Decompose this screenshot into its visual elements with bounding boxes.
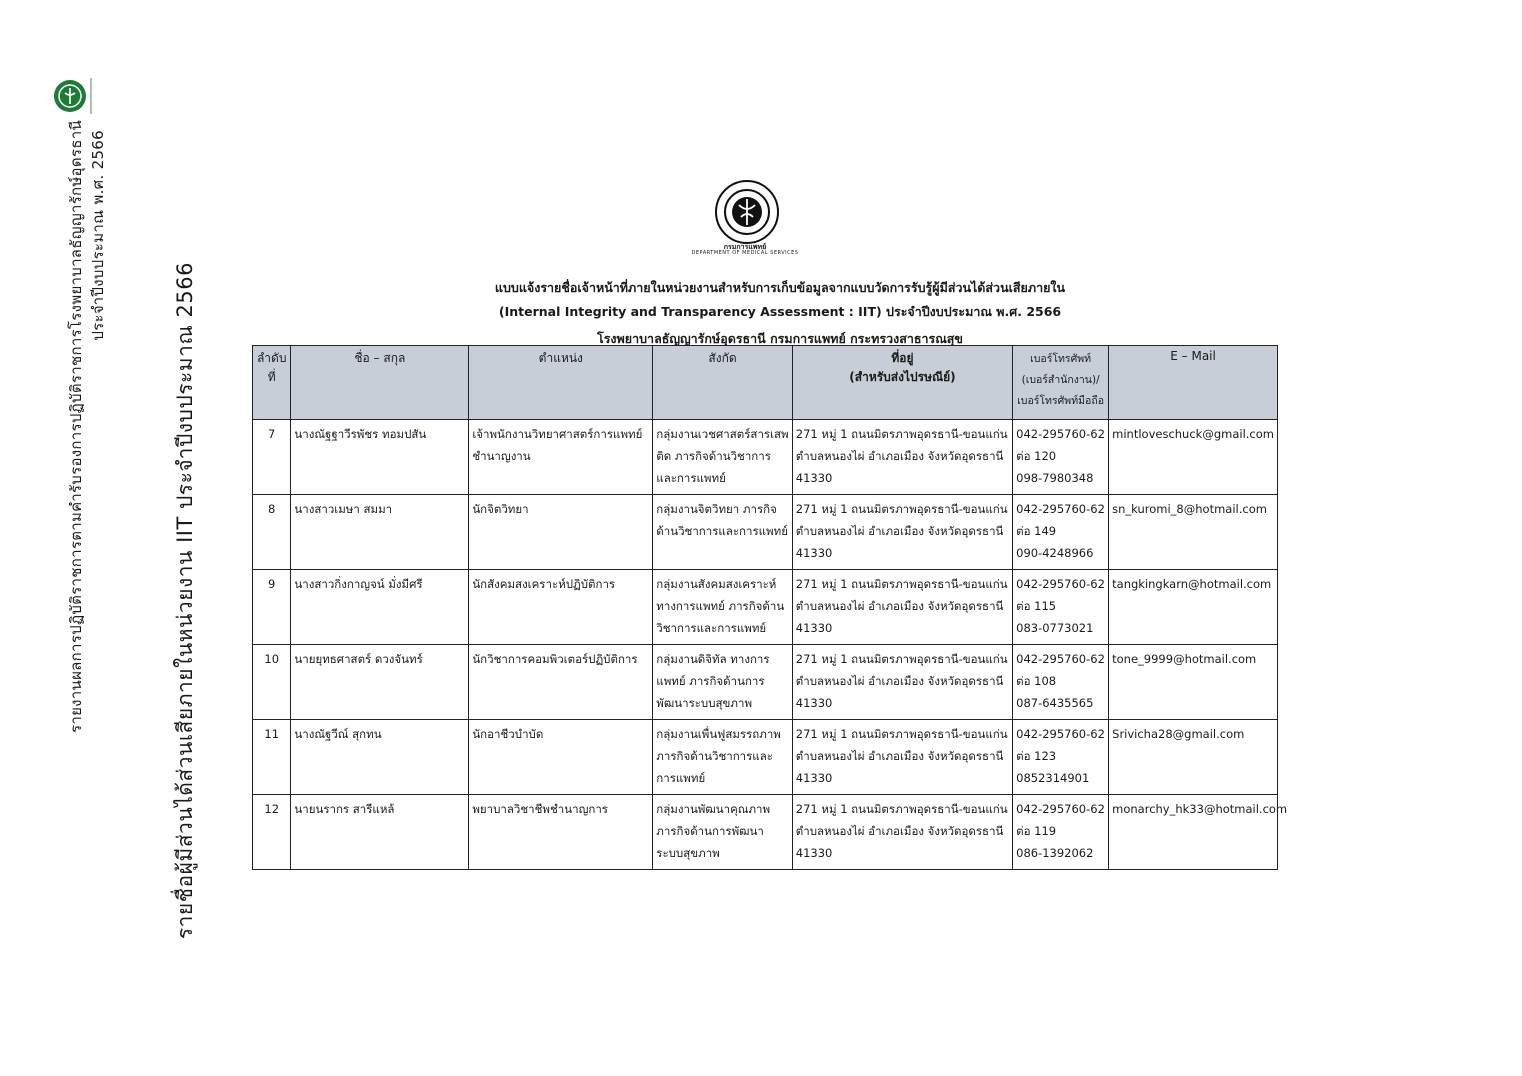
row-tel-ext: ต่อ 108 <box>1016 674 1057 688</box>
row-number: 12 <box>253 795 291 870</box>
row-email: tangkingkarn@hotmail.com <box>1109 570 1278 645</box>
form-title: แบบแจ้งรายชื่อเจ้าหน้าที่ภายในหน่วยงานสำหรับการเก็บข้อมูลจากแบบวัดการรับรู้ผู้มีส่วนได้ส่วนเสียภายใน <box>494 280 1066 295</box>
header-tel <box>1013 346 1109 420</box>
row-email: sn_kuromi_8@hotmail.com <box>1109 495 1278 570</box>
row-email: Srivicha28@gmail.com <box>1109 720 1278 795</box>
row-number: 10 <box>253 645 291 720</box>
side-list-title: รายชื่อผู้มีส่วนได้ส่วนเสียภายในหน่วยงาน IIT ประจำปีงบประมาณ 2566 <box>173 262 197 940</box>
row-unit: กลุ่มงานสังคมสงเคราะห์ทางการแพทย์ ภารกิจด้านวิชาการและการแพทย์ <box>653 570 792 645</box>
table-row <box>253 420 1278 495</box>
row-phone <box>1013 570 1109 645</box>
table-header-row <box>253 346 1278 420</box>
form-subtitle: (Internal Integrity and Transparency Assessment : IIT) ประจำปีงบประมาณ พ.ศ. 2566 <box>498 304 1062 319</box>
department-name-th: กรมการแพทย์ <box>723 243 767 251</box>
row-unit: กลุ่มงานดิจิทัล ทางการแพทย์ ภารกิจด้านการพัฒนาระบบสุขภาพ <box>653 645 792 720</box>
row-tel-mobile: 083-0773021 <box>1016 621 1094 635</box>
row-name: นางณัฐฐาวีรพัชร ทอมปสัน <box>291 420 469 495</box>
table-row <box>253 795 1278 870</box>
row-email: mintloveschuck@gmail.com <box>1109 420 1278 495</box>
row-phone <box>1013 495 1109 570</box>
row-email: tone_9999@hotmail.com <box>1109 645 1278 720</box>
row-tel-ext: ต่อ 119 <box>1016 824 1057 838</box>
row-address: 271 หมู่ 1 ถนนมิตรภาพอุดรธานี-ขอนแก่น ตำบลหนองไผ่ อำเภอเมือง จังหวัดอุดรธานี 41330 <box>792 570 1012 645</box>
row-position: เจ้าพนักงานวิทยาศาสตร์การแพทย์ชำนาญงาน <box>469 420 653 495</box>
staff-table <box>252 345 1288 870</box>
row-position: นักวิชาการคอมพิวเตอร์ปฏิบัติการ <box>469 645 653 720</box>
hospital-logo-mark <box>90 78 100 114</box>
row-name: นางณัฐวีณ์ สุกทน <box>291 720 469 795</box>
row-position: นักจิตวิทยา <box>469 495 653 570</box>
row-phone <box>1013 720 1109 795</box>
row-tel-mobile: 087-6435565 <box>1016 696 1094 710</box>
row-tel-mobile: 0852314901 <box>1016 771 1090 785</box>
department-name-en: DEPARTMENT OF MEDICAL SERVICES <box>691 250 799 256</box>
row-tel-mobile: 090-4248966 <box>1016 546 1094 560</box>
row-unit: กลุ่มงานเวชศาสตร์สารเสพติด ภารกิจด้านวิชาการและการแพทย์ <box>653 420 792 495</box>
row-tel-ext: ต่อ 149 <box>1016 524 1057 538</box>
row-tel-office: 042-295760-62 <box>1016 577 1105 591</box>
row-address: 271 หมู่ 1 ถนนมิตรภาพอุดรธานี-ขอนแก่น ตำบลหนองไผ่ อำเภอเมือง จังหวัดอุดรธานี 41330 <box>792 645 1012 720</box>
row-position: พยาบาลวิชาชีพชำนาญการ <box>469 795 653 870</box>
row-tel-office: 042-295760-62 <box>1016 502 1105 516</box>
row-tel-office: 042-295760-62 <box>1016 727 1105 741</box>
header-tel-line3: เบอร์โทรศัพท์มือถือ <box>1017 395 1105 407</box>
row-unit: กลุ่มงานเพื่นฟูสมรรถภาพ ภารกิจด้านวิชาการและการแพทย์ <box>653 720 792 795</box>
header-address-line2: (สำหรับส่งไปรษณีย์) <box>849 370 956 384</box>
header-position: ตำแหน่ง <box>469 346 653 420</box>
row-phone <box>1013 645 1109 720</box>
table-row <box>253 645 1278 720</box>
table-row <box>253 570 1278 645</box>
row-tel-ext: ต่อ 123 <box>1016 749 1057 763</box>
row-tel-office: 042-295760-62 <box>1016 652 1105 666</box>
header-name: ชื่อ – สกุล <box>291 346 469 420</box>
row-address: 271 หมู่ 1 ถนนมิตรภาพอุดรธานี-ขอนแก่น ตำบลหนองไผ่ อำเภอเมือง จังหวัดอุดรธานี 41330 <box>792 795 1012 870</box>
header-tel-line1: เบอร์โทรศัพท์ <box>1030 353 1092 365</box>
row-name: นายยุทธศาสตร์ ดวงจันทร์ <box>291 645 469 720</box>
side-report-title: รายงานผลการปฏิบัติราชการตามคำรับรองการปฏิบัติราชการโรงพยาบาลธัญญารักษ์อุดรธานี <box>67 120 85 733</box>
row-number: 8 <box>253 495 291 570</box>
row-address: 271 หมู่ 1 ถนนมิตรภาพอุดรธานี-ขอนแก่น ตำบลหนองไผ่ อำเภอเมือง จังหวัดอุดรธานี 41330 <box>792 720 1012 795</box>
header-email: E – Mail <box>1109 346 1278 420</box>
row-tel-ext: ต่อ 115 <box>1016 599 1057 613</box>
row-tel-mobile: 086-1392062 <box>1016 846 1094 860</box>
row-tel-ext: ต่อ 120 <box>1016 449 1057 463</box>
row-tel-office: 042-295760-62 <box>1016 427 1105 441</box>
row-name: นางสาวเมษา สมมา <box>291 495 469 570</box>
row-address: 271 หมู่ 1 ถนนมิตรภาพอุดรธานี-ขอนแก่น ตำบลหนองไผ่ อำเภอเมือง จังหวัดอุดรธานี 41330 <box>792 420 1012 495</box>
row-email: monarchy_hk33@hotmail.com <box>1109 795 1278 870</box>
side-report-year: ประจำปีงบประมาณ พ.ศ. 2566 <box>89 130 107 341</box>
table-row <box>253 495 1278 570</box>
row-phone <box>1013 795 1109 870</box>
row-name: นางสาวกิ่งกาญจน์ มั่งมีศรี <box>291 570 469 645</box>
header-no: ลำดับที่ <box>253 346 291 420</box>
row-name: นายนรากร สารีแหล้ <box>291 795 469 870</box>
row-position: นักสังคมสงเคราะห์ปฏิบัติการ <box>469 570 653 645</box>
organization-title: โรงพยาบาลธัญญารักษ์อุดรธานี กรมการแพทย์ กระทรวงสาธารณสุข <box>597 331 963 346</box>
row-phone <box>1013 420 1109 495</box>
row-number: 11 <box>253 720 291 795</box>
table-row <box>253 720 1278 795</box>
header-address-line1: ที่อยู่ <box>891 351 914 365</box>
row-position: นักอาชีวบำบัด <box>469 720 653 795</box>
row-unit: กลุ่มงานจิตวิทยา ภารกิจด้านวิชาการและการแพทย์ <box>653 495 792 570</box>
row-number: 7 <box>253 420 291 495</box>
row-tel-mobile: 098-7980348 <box>1016 471 1094 485</box>
header-tel-line2: (เบอร์สำนักงาน)/ <box>1021 374 1100 386</box>
department-seal-icon <box>715 180 779 244</box>
row-address: 271 หมู่ 1 ถนนมิตรภาพอุดรธานี-ขอนแก่น ตำบลหนองไผ่ อำเภอเมือง จังหวัดอุดรธานี 41330 <box>792 495 1012 570</box>
row-unit: กลุ่มงานพัฒนาคุณภาพ ภารกิจด้านการพัฒนาระบบสุขภาพ <box>653 795 792 870</box>
header-unit: สังกัด <box>653 346 792 420</box>
header-address <box>792 346 1012 420</box>
hospital-logo-icon <box>54 80 86 112</box>
row-tel-office: 042-295760-62 <box>1016 802 1105 816</box>
row-number: 9 <box>253 570 291 645</box>
